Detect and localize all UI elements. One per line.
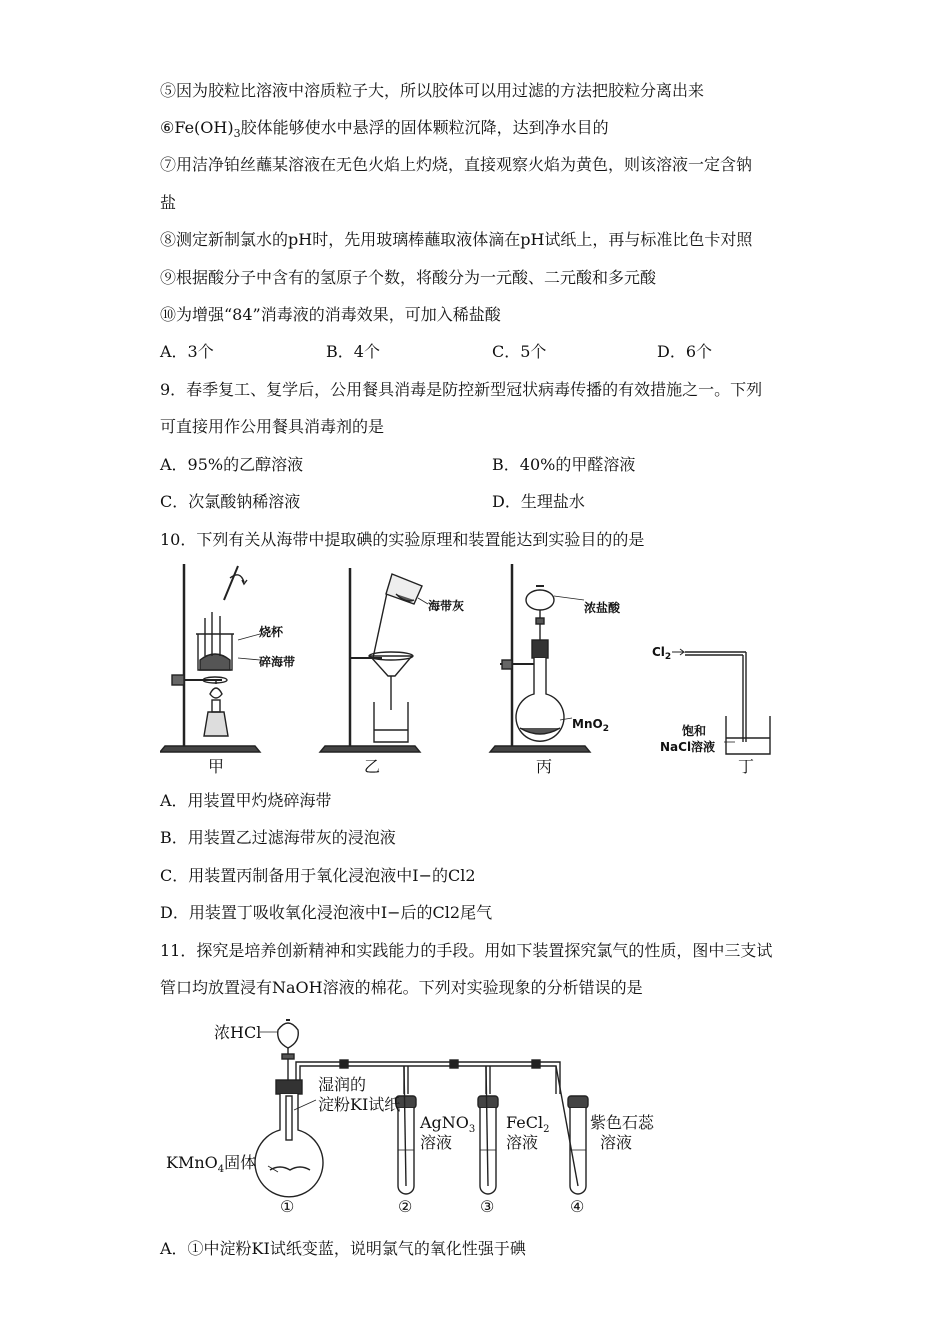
q10-option-a: A．用装置甲灼烧碎海带 xyxy=(160,791,332,810)
q8-option-c: C．5个 xyxy=(492,342,547,361)
label-agno3-solution: 溶液 xyxy=(420,1133,453,1152)
q8-option-d: D．6个 xyxy=(657,342,713,361)
label-ki-paper: 淀粉KI试纸 xyxy=(318,1095,401,1114)
caption-bing: 丙 xyxy=(536,757,553,776)
q9-stem: 9．春季复工、复学后，公用餐具消毒是防控新型冠状病毒传播的有效措施之一。下列 xyxy=(160,380,763,399)
apparatus-jia xyxy=(160,564,260,752)
label-nacl: NaCl溶液 xyxy=(660,740,716,754)
caption-jia: 甲 xyxy=(208,757,225,776)
label-kmno4: KMnO$_4$固体 xyxy=(166,1153,257,1175)
q8-option-b: B．4个 xyxy=(326,342,380,361)
label-seaweed: 碎海带 xyxy=(259,655,296,669)
statement-7: ⑦用洁净铂丝蘸某溶液在无色火焰上灼烧，直接观察火焰为黄色，则该溶液一定含钠 xyxy=(160,155,753,174)
q9-option-b: B．40%的甲醛溶液 xyxy=(492,455,636,474)
q10-option-c: C．用装置丙制备用于氧化浸泡液中I−的Cl2 xyxy=(160,866,476,885)
label-hcl: 浓盐酸 xyxy=(584,601,621,615)
label-cl2: $Cl_2$ xyxy=(652,645,672,662)
label-agno3: AgNO$_3$ xyxy=(420,1113,476,1135)
label-litmus: 紫色石蕊 xyxy=(590,1113,655,1132)
statement-6: $⑥Fe(OH)_3$胶体能够使水中悬浮的固体颗粒沉降，达到净水目的 xyxy=(160,118,609,141)
label-wet: 湿润的 xyxy=(318,1075,367,1094)
apparatus-ding xyxy=(672,649,770,754)
label-num-1: ① xyxy=(280,1197,295,1216)
label-ash: 海带灰 xyxy=(428,599,465,613)
statement-7-cont: 盐 xyxy=(160,193,177,212)
q9-stem-cont: 可直接用作公用餐具消毒剂的是 xyxy=(160,417,385,436)
label-mno2: MnO$_2$ xyxy=(572,717,609,734)
q11-apparatus-figure xyxy=(160,1010,680,1220)
label-saturated: 饱和 xyxy=(682,724,707,738)
q11-option-a: A．①中淀粉KI试纸变蓝，说明氯气的氧化性强于碘 xyxy=(160,1239,526,1258)
label-litmus-solution: 溶液 xyxy=(600,1133,633,1152)
label-fecl2-solution: 溶液 xyxy=(506,1133,539,1152)
q10-option-b: B．用装置乙过滤海带灰的浸泡液 xyxy=(160,828,396,847)
label-beaker: 烧杯 xyxy=(259,625,284,639)
q11-stem-cont: 管口均放置浸有NaOH溶液的棉花。下列对实验现象的分析错误的是 xyxy=(160,978,643,997)
q10-option-d: D．用装置丁吸收氧化浸泡液中I−后的Cl2尾气 xyxy=(160,903,493,922)
q9-option-d: D．生理盐水 xyxy=(492,492,585,511)
statement-9: ⑨根据酸分子中含有的氢原子个数，将酸分为一元酸、二元酸和多元酸 xyxy=(160,268,657,287)
q9-option-a: A．95%的乙醇溶液 xyxy=(160,455,304,474)
statement-5: ⑤因为胶粒比溶液中溶质粒子大，所以胶体可以用过滤的方法把胶粒分离出来 xyxy=(160,81,705,100)
q9-option-c: C．次氯酸钠稀溶液 xyxy=(160,492,301,511)
q8-option-a: A．3个 xyxy=(160,342,214,361)
caption-ding: 丁 xyxy=(738,757,755,776)
q10-stem: 10．下列有关从海带中提取碘的实验原理和装置能达到实验目的的是 xyxy=(160,530,645,549)
q10-apparatus-figure xyxy=(160,560,790,780)
label-conc-hcl: 浓HCl xyxy=(214,1023,262,1042)
label-num-3: ③ xyxy=(480,1197,495,1216)
label-num-4: ④ xyxy=(570,1197,585,1216)
apparatus-yi xyxy=(320,568,428,752)
caption-yi: 乙 xyxy=(364,757,381,776)
statement-10: ⑩为增强“84”消毒液的消毒效果，可加入稀盐酸 xyxy=(160,305,501,324)
label-fecl2: FeCl$_2$ xyxy=(506,1113,550,1135)
q11-stem: 11．探究是培养创新精神和实践能力的手段。用如下装置探究氯气的性质，图中三支试 xyxy=(160,941,773,960)
label-num-2: ② xyxy=(398,1197,413,1216)
statement-8: ⑧测定新制氯水的pH时，先用玻璃棒蘸取液体滴在pH试纸上，再与标准比色卡对照 xyxy=(160,230,753,249)
